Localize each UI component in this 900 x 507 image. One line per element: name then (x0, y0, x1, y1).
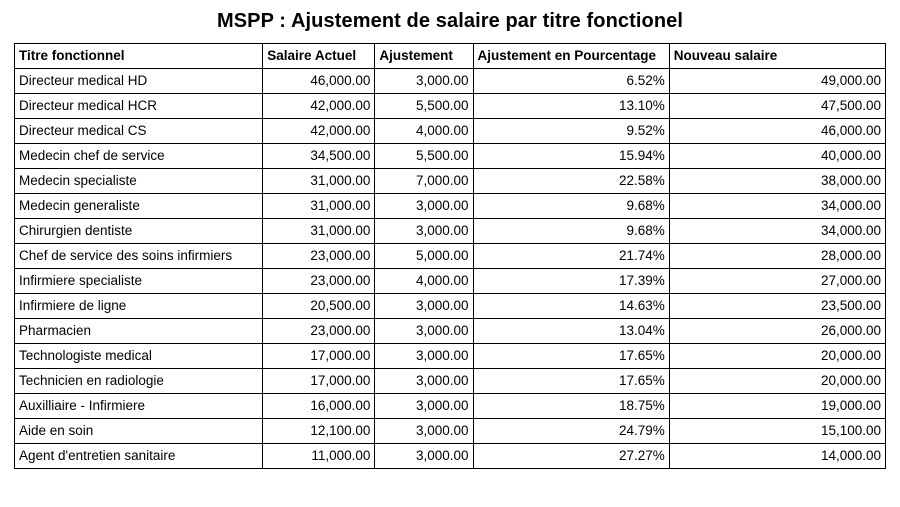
cell-title: Infirmiere de ligne (15, 294, 263, 319)
table-row (15, 394, 886, 419)
cell-current-salary: 16,000.00 (263, 394, 375, 419)
table-row (15, 119, 886, 144)
cell-title: Agent d'entretien sanitaire (15, 444, 263, 469)
cell-adjustment-percent: 9.68% (473, 194, 669, 219)
cell-title: Directeur medical HCR (15, 94, 263, 119)
cell-adjustment: 7,000.00 (375, 169, 473, 194)
table-row (15, 144, 886, 169)
cell-current-salary: 17,000.00 (263, 344, 375, 369)
table-header (15, 44, 886, 69)
table-row (15, 194, 886, 219)
cell-current-salary: 31,000.00 (263, 169, 375, 194)
cell-adjustment-percent: 17.65% (473, 369, 669, 394)
cell-adjustment: 4,000.00 (375, 269, 473, 294)
table-row (15, 444, 886, 469)
table-row (15, 294, 886, 319)
cell-adjustment-percent: 17.39% (473, 269, 669, 294)
cell-current-salary: 31,000.00 (263, 219, 375, 244)
cell-new-salary: 19,000.00 (669, 394, 885, 419)
cell-adjustment: 5,500.00 (375, 144, 473, 169)
table-row (15, 244, 886, 269)
column-header-adjustment: Ajustement (375, 44, 473, 69)
page-title: MSPP : Ajustement de salaire par titre fonctionel (216, 10, 684, 32)
cell-title: Medecin generaliste (15, 194, 263, 219)
cell-adjustment-percent: 22.58% (473, 169, 669, 194)
cell-adjustment-percent: 15.94% (473, 144, 669, 169)
cell-title: Technologiste medical (15, 344, 263, 369)
table-row (15, 344, 886, 369)
cell-title: Medecin specialiste (15, 169, 263, 194)
cell-new-salary: 20,000.00 (669, 344, 885, 369)
cell-current-salary: 46,000.00 (263, 69, 375, 94)
cell-adjustment-percent: 24.79% (473, 419, 669, 444)
cell-current-salary: 12,100.00 (263, 419, 375, 444)
cell-new-salary: 27,000.00 (669, 269, 885, 294)
table-row (15, 94, 886, 119)
cell-adjustment-percent: 17.65% (473, 344, 669, 369)
cell-new-salary: 47,500.00 (669, 94, 885, 119)
table-container (0, 43, 900, 469)
cell-adjustment-percent: 6.52% (473, 69, 669, 94)
cell-current-salary: 23,000.00 (263, 269, 375, 294)
table-row (15, 319, 886, 344)
table-row (15, 69, 886, 94)
cell-title: Medecin chef de service (15, 144, 263, 169)
table-body (15, 69, 886, 469)
cell-current-salary: 42,000.00 (263, 94, 375, 119)
cell-adjustment-percent: 18.75% (473, 394, 669, 419)
cell-new-salary: 49,000.00 (669, 69, 885, 94)
cell-title: Auxilliaire - Infirmiere (15, 394, 263, 419)
cell-adjustment-percent: 9.52% (473, 119, 669, 144)
cell-adjustment: 3,000.00 (375, 294, 473, 319)
cell-current-salary: 23,000.00 (263, 244, 375, 269)
cell-adjustment: 3,000.00 (375, 194, 473, 219)
cell-new-salary: 15,100.00 (669, 419, 885, 444)
cell-adjustment: 3,000.00 (375, 219, 473, 244)
cell-new-salary: 34,000.00 (669, 194, 885, 219)
cell-new-salary: 26,000.00 (669, 319, 885, 344)
cell-current-salary: 23,000.00 (263, 319, 375, 344)
table-row (15, 369, 886, 394)
salary-adjustment-table (14, 43, 886, 469)
column-header-current-salary: Salaire Actuel (263, 44, 375, 69)
cell-current-salary: 31,000.00 (263, 194, 375, 219)
cell-new-salary: 14,000.00 (669, 444, 885, 469)
cell-new-salary: 23,500.00 (669, 294, 885, 319)
cell-new-salary: 46,000.00 (669, 119, 885, 144)
cell-adjustment: 5,000.00 (375, 244, 473, 269)
column-header-adjustment-percent: Ajustement en Pourcentage (473, 44, 669, 69)
cell-title: Aide en soin (15, 419, 263, 444)
cell-new-salary: 20,000.00 (669, 369, 885, 394)
cell-adjustment: 3,000.00 (375, 369, 473, 394)
cell-adjustment: 3,000.00 (375, 344, 473, 369)
cell-current-salary: 17,000.00 (263, 369, 375, 394)
cell-current-salary: 20,500.00 (263, 294, 375, 319)
cell-adjustment-percent: 13.04% (473, 319, 669, 344)
cell-adjustment-percent: 9.68% (473, 219, 669, 244)
cell-new-salary: 34,000.00 (669, 219, 885, 244)
cell-adjustment: 4,000.00 (375, 119, 473, 144)
cell-title: Technicien en radiologie (15, 369, 263, 394)
table-row (15, 269, 886, 294)
cell-adjustment-percent: 13.10% (473, 94, 669, 119)
cell-new-salary: 28,000.00 (669, 244, 885, 269)
cell-current-salary: 42,000.00 (263, 119, 375, 144)
cell-title: Directeur medical HD (15, 69, 263, 94)
table-row (15, 219, 886, 244)
cell-adjustment: 5,500.00 (375, 94, 473, 119)
cell-adjustment-percent: 27.27% (473, 444, 669, 469)
cell-title: Infirmiere specialiste (15, 269, 263, 294)
cell-new-salary: 40,000.00 (669, 144, 885, 169)
cell-adjustment: 3,000.00 (375, 394, 473, 419)
table-row (15, 419, 886, 444)
cell-new-salary: 38,000.00 (669, 169, 885, 194)
cell-adjustment: 3,000.00 (375, 69, 473, 94)
cell-adjustment: 3,000.00 (375, 419, 473, 444)
column-header-title: Titre fonctionnel (15, 44, 263, 69)
cell-title: Directeur medical CS (15, 119, 263, 144)
cell-title: Chirurgien dentiste (15, 219, 263, 244)
cell-title: Chef de service des soins infirmiers (15, 244, 263, 269)
column-header-new-salary: Nouveau salaire (669, 44, 885, 69)
table-header-row (15, 44, 886, 69)
table-row (15, 169, 886, 194)
cell-adjustment: 3,000.00 (375, 444, 473, 469)
cell-adjustment-percent: 14.63% (473, 294, 669, 319)
cell-current-salary: 34,500.00 (263, 144, 375, 169)
cell-adjustment-percent: 21.74% (473, 244, 669, 269)
cell-adjustment: 3,000.00 (375, 319, 473, 344)
bottom-spacer (0, 469, 900, 479)
cell-current-salary: 11,000.00 (263, 444, 375, 469)
cell-title: Pharmacien (15, 319, 263, 344)
